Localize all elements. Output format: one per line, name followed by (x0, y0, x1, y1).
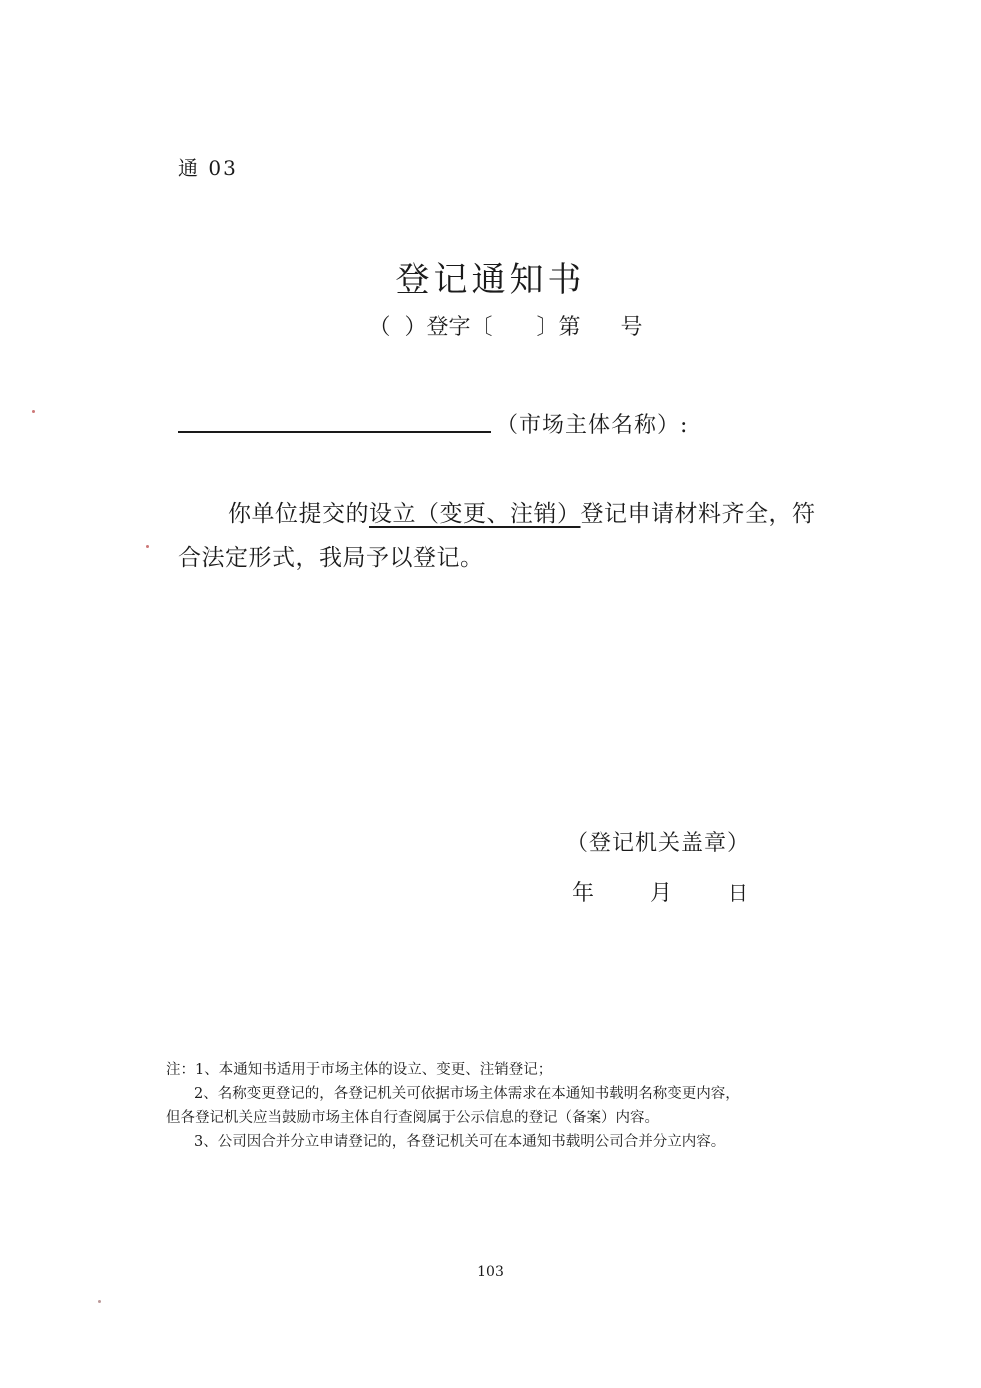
document-number-line (0, 310, 981, 341)
doc-number-register-char: ）登字〔 (404, 315, 493, 340)
note-line-3: 但各登记机关应当鼓励市场主体自行查阅属于公示信息的登记（备案）内容。 (166, 1110, 659, 1126)
scan-speck (32, 410, 35, 413)
note-line-4: 3、公司因合并分立申请登记的，各登记机关可在本通知书载明公司合并分立内容。 (194, 1134, 726, 1150)
note-line-2: 2、名称变更登记的，各登记机关可依据市场主体需求在本通知书载明名称变更内容， (194, 1086, 740, 1102)
doc-number-ordinal: 〕第 (536, 315, 581, 340)
date-year: 年 (572, 881, 595, 906)
document-title: 登记通知书 (395, 260, 586, 300)
scan-speck (146, 545, 149, 548)
date-month: 月 (650, 881, 673, 906)
authority-seal-label: （登记机关盖章） (566, 831, 751, 856)
note-line-1: 注：1、本通知书适用于市场主体的设立、变更、注销登记； (166, 1062, 553, 1078)
notice-body (178, 492, 838, 580)
date-day: 日 (728, 881, 749, 905)
form-code: 通 03 (178, 156, 238, 180)
notes-section (166, 1058, 826, 1154)
body-prefix: 你单位提交的 (228, 501, 369, 527)
page-number: 103 (477, 1264, 504, 1280)
scan-speck (98, 1300, 101, 1303)
doc-number-suffix: 号 (620, 315, 643, 340)
body-underlined-type: 设立（变更、注销） (369, 501, 581, 527)
body-suffix: 登记申请材料齐全，符合法定形式，我局予以登记。 (178, 501, 816, 571)
date-line (572, 876, 748, 907)
entity-name-label: （市场主体名称）: (496, 413, 689, 438)
entity-name-blank (178, 431, 491, 433)
doc-number-open-paren: （ (368, 315, 391, 340)
